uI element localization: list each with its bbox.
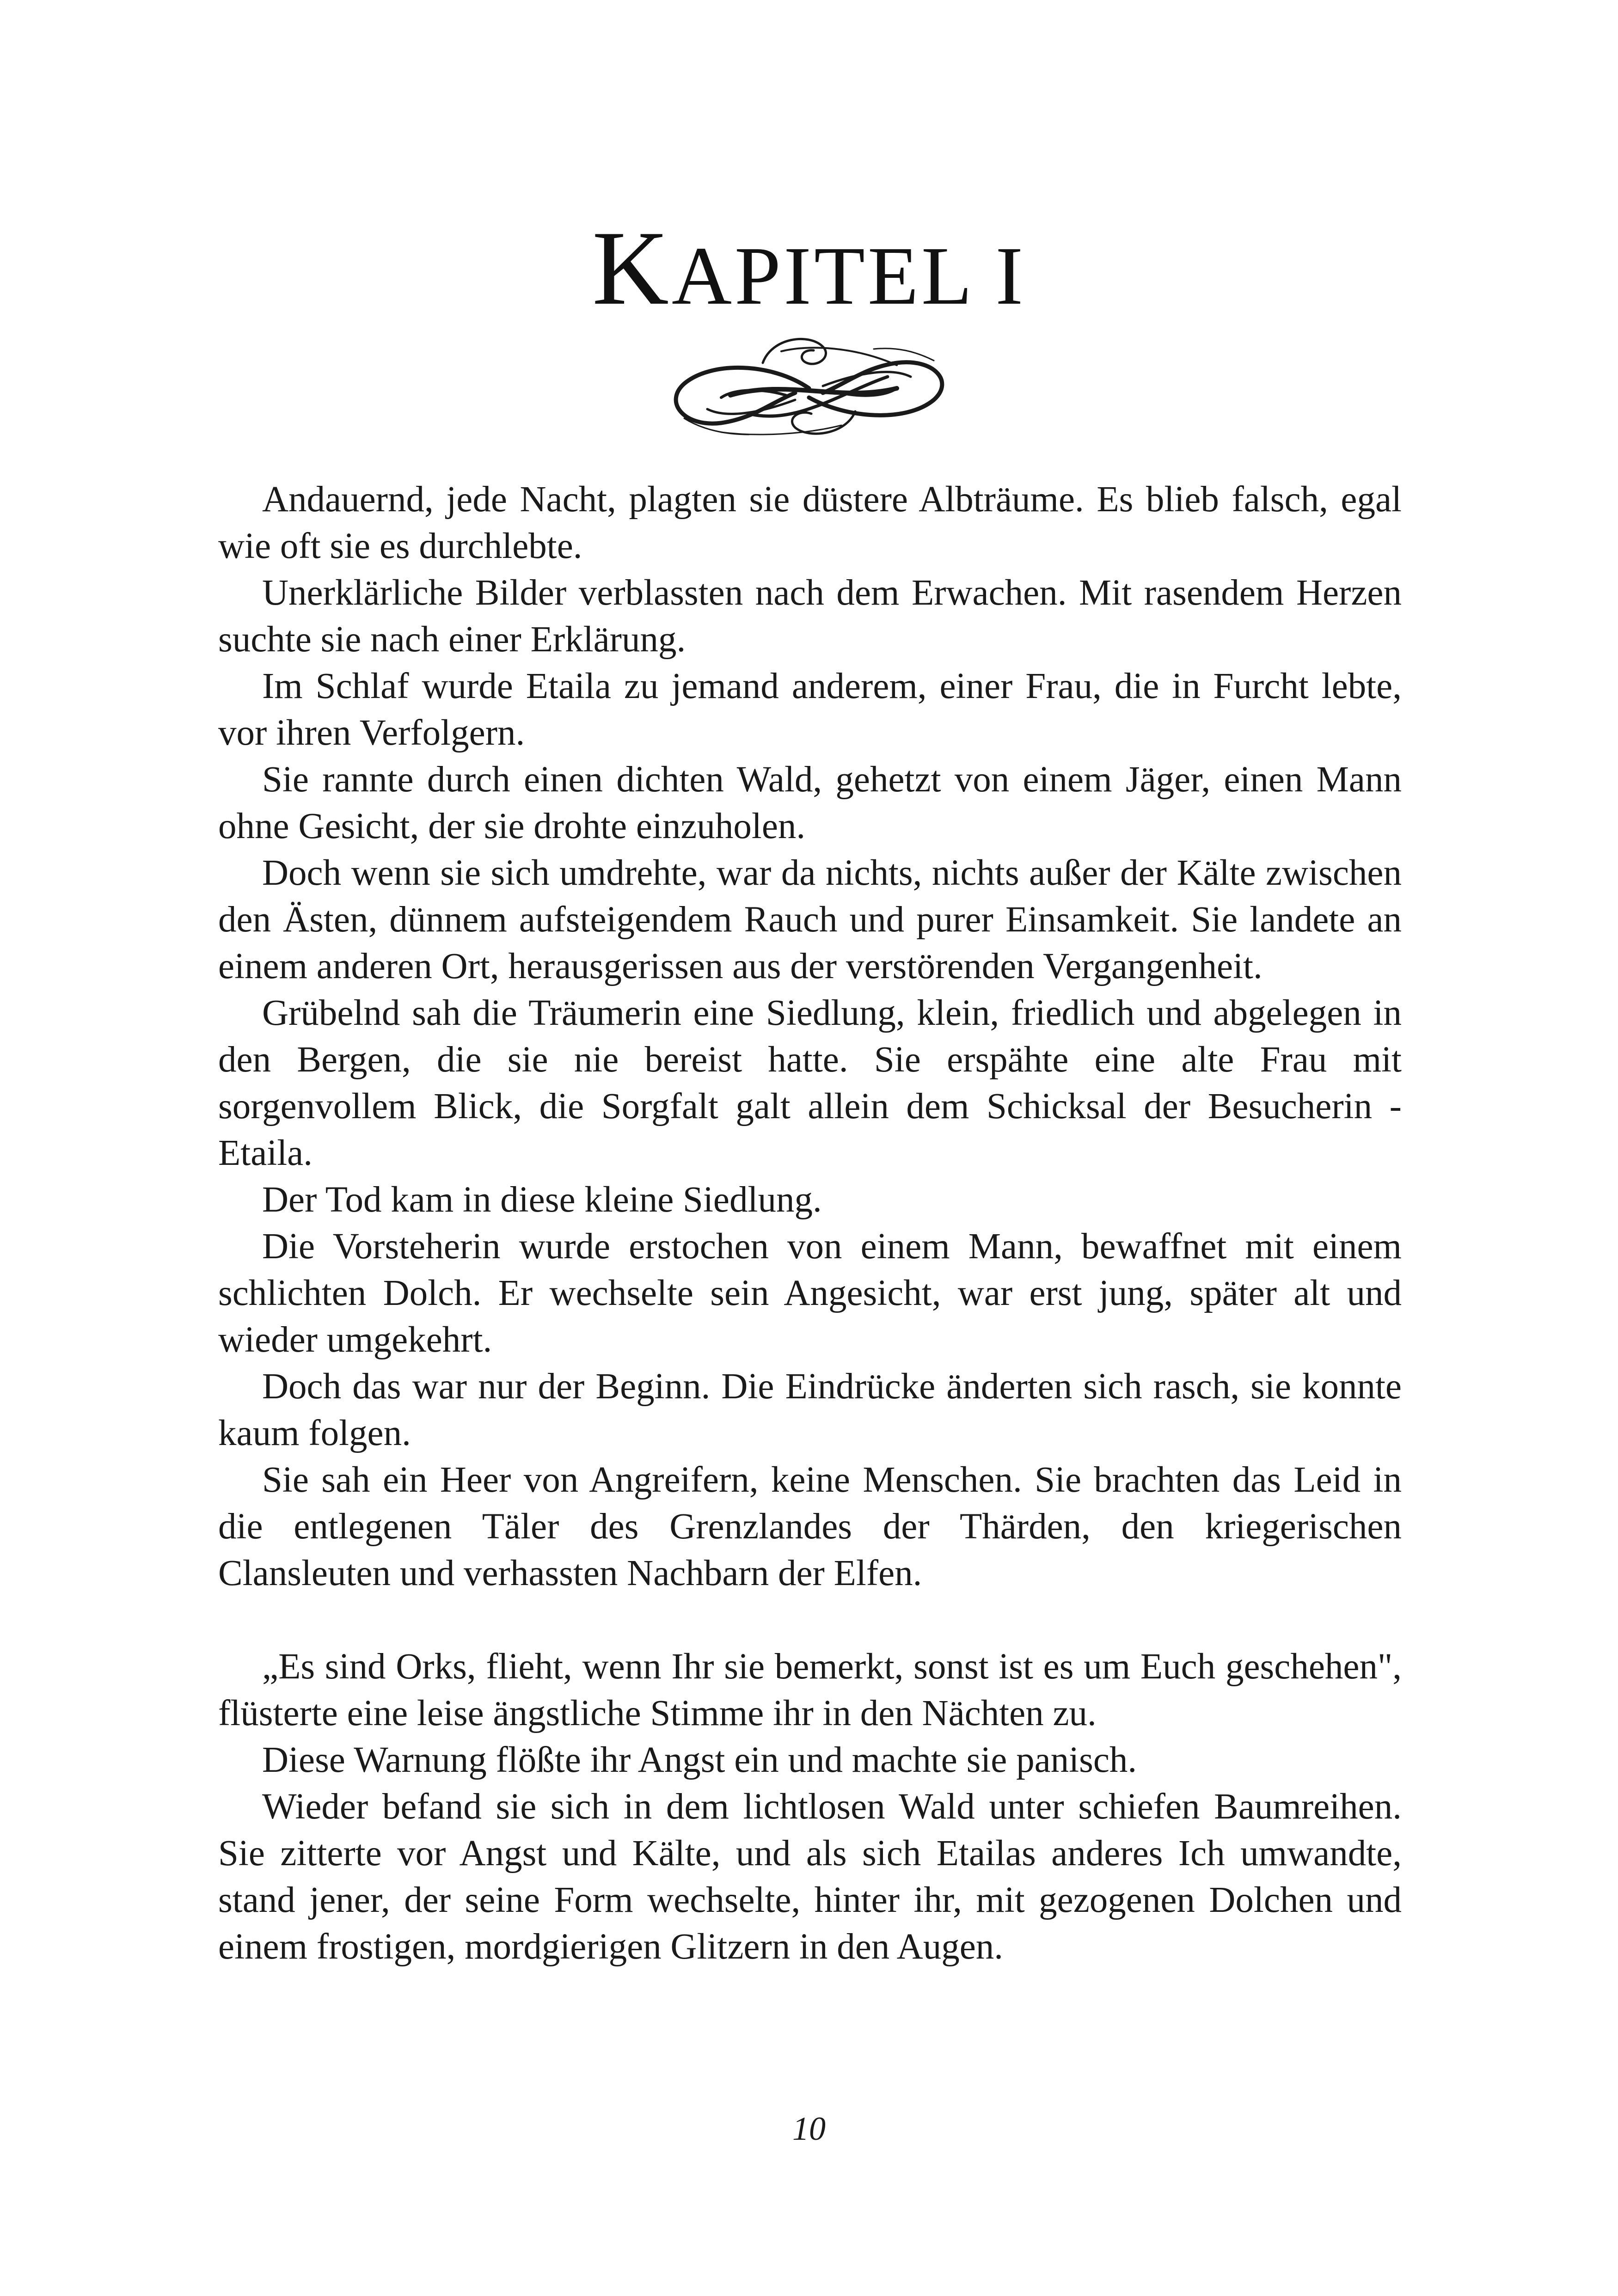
flourish-ornament-icon: [656, 319, 962, 444]
paragraph: Unerklärliche Bilder verblassten nach dem Erwachen. Mit rasendem Herzen suchte sie nach einer Erklärung.: [218, 573, 1402, 660]
chapter-title: [0, 209, 1618, 327]
paragraph: Diese Warnung flößte ihr Angst ein und machte sie panisch.: [262, 1740, 1137, 1780]
chapter-title-initial: K: [592, 209, 672, 327]
paragraph: Sie rannte durch einen dichten Wald, gehetzt von einem Jäger, einen Mann ohne Gesicht, der sie drohte einzuholen.: [218, 759, 1402, 846]
paragraph: Sie sah ein Heer von Angreifern, keine Menschen. Sie brachten das Leid in die entlegenen Täler des Grenzlandes der Thärden, den kriegerischen Clansleuten und verhassten Nachbarn der Elfen.: [218, 1460, 1402, 1593]
paragraph: Der Tod kam in diese kleine Siedlung.: [262, 1180, 822, 1220]
scene-break: [218, 1597, 1402, 1643]
paragraph: Doch wenn sie sich umdrehte, war da nichts, nichts außer der Kälte zwischen den Ästen, dünnem aufsteigendem Rauch und purer Einsamkeit. Sie landete an einem anderen Ort, herausgerissen aus der verstörenden Vergangenheit.: [218, 853, 1402, 986]
paragraph: Wieder befand sie sich in dem lichtlosen Wald unter schiefen Baumreihen. Sie zitterte vor Angst und Kälte, und als sich Etailas anderes Ich umwandte, stand jener, der seine Form wechselte, hinter ihr, mit gezogenen Dolchen und einem frostigen, mordgierigen Glitzern in den Augen.: [218, 1787, 1402, 1967]
chapter-title-rest: APITEL I: [671, 230, 1026, 322]
paragraph: Die Vorsteherin wurde erstochen von einem Mann, bewaffnet mit einem schlichten Dolch. Er wechselte sein Angesicht, war erst jung, später alt und wieder umgekehrt.: [218, 1226, 1402, 1360]
paragraph: Im Schlaf wurde Etaila zu jemand anderem, einer Frau, die in Furcht lebte, vor ihren Verfolgern.: [218, 666, 1402, 753]
paragraph: Doch das war nur der Beginn. Die Eindrücke änderten sich rasch, sie konnte kaum folgen.: [218, 1366, 1402, 1453]
paragraph: „Es sind Orks, flieht, wenn Ihr sie bemerkt, sonst ist es um Euch geschehen", flüsterte eine leise ängstliche Stimme ihr in den Nächten zu.: [218, 1647, 1402, 1733]
paragraph: Grübelnd sah die Träumerin eine Siedlung, klein, friedlich und abgelegen in den Bergen, die sie nie bereist hatte. Sie erspähte eine alte Frau mit sorgenvollem Blick, die Sorgfalt galt allein dem Schicksal der Besucherin - Etaila.: [218, 993, 1402, 1173]
paragraph: Andauernd, jede Nacht, plagten sie düstere Albträume. Es blieb falsch, egal wie oft sie es durchlebte.: [218, 479, 1402, 566]
chapter-body: [218, 476, 1402, 1970]
page-number: 10: [792, 2110, 826, 2147]
